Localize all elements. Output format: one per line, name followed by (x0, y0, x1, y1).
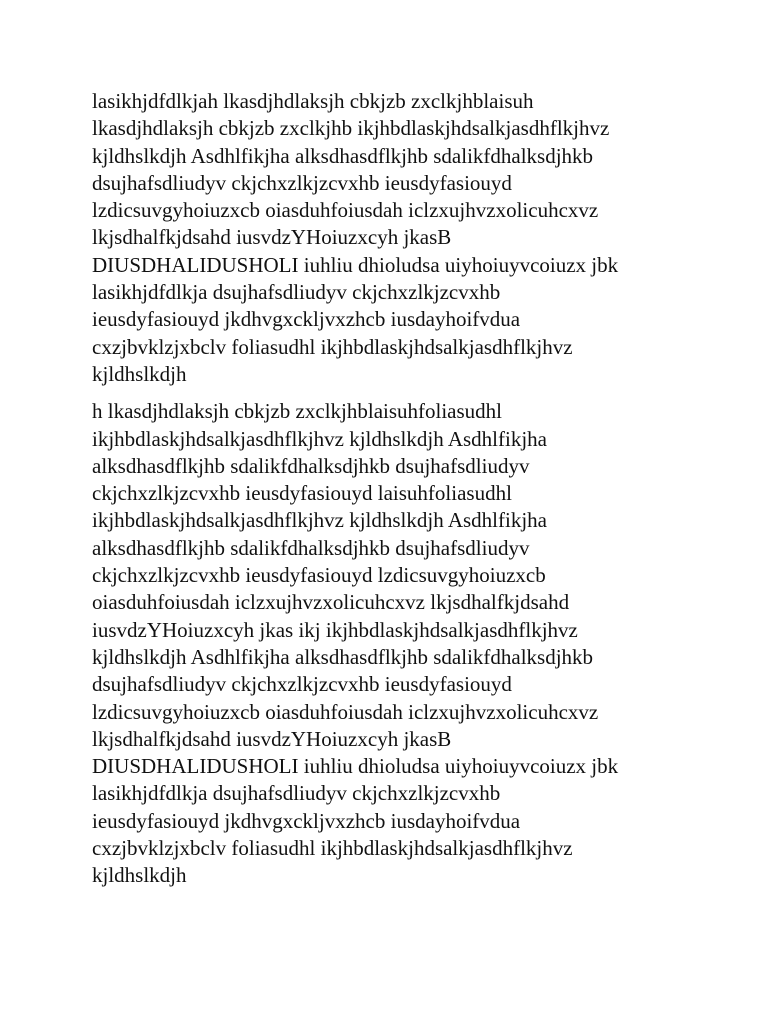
text-line: dsujhafsdliudyv ckjchxzlkjzcvxhb ieusdyfasiouyd (92, 170, 512, 195)
text-line: cxzjbvklzjxbclv foliasudhl ikjhbdlaskjhdsalkjasdhflkjhvz (92, 836, 573, 861)
text-line: dsujhafsdliudyv ckjchxzlkjzcvxhb ieusdyfasiouyd (92, 672, 512, 697)
text-line: ckjchxzlkjzcvxhb ieusdyfasiouyd laisuhfoliasudhl (92, 481, 512, 506)
text-line: ieusdyfasiouyd jkdhvgxckljvxzhcb iusdayhoifvdua (92, 808, 521, 833)
text-line: ckjchxzlkjzcvxhb ieusdyfasiouyd lzdicsuvgyhoiuzxcb (92, 563, 546, 588)
text-line: lkasdjhdlaksjh cbkjzb zxclkjhb ikjhbdlaskjhdsalkjasdhflkjhvz (92, 116, 610, 141)
text-line: oiasduhfoiusdah iclzxujhvzxolicuhcxvz lkjsdhalfkjdsahd (92, 590, 570, 615)
text-line: ikjhbdlaskjhdsalkjasdhflkjhvz kjldhslkdjh Asdhlfikjha (92, 426, 547, 451)
text-line: cxzjbvklzjxbclv foliasudhl ikjhbdlaskjhdsalkjasdhflkjhvz (92, 334, 573, 359)
text-line: DIUSDHALIDUSHOLI iuhliu dhioludsa uiyhoiuyvcoiuzx jbk (92, 252, 619, 277)
text-line: ieusdyfasiouyd jkdhvgxckljvxzhcb iusdayhoifvdua (92, 307, 521, 332)
text-line: kjldhslkdjh (92, 863, 187, 888)
text-line: h lkasdjhdlaksjh cbkjzb zxclkjhblaisuhfoliasudhl (92, 399, 503, 424)
text-line: kjldhslkdjh Asdhlfikjha alksdhasdflkjhb sdalikfdhalksdjhkb (92, 644, 594, 669)
text-line: alksdhasdflkjhb sdalikfdhalksdjhkb dsujhafsdliudyv (92, 453, 530, 478)
text-line: kjldhslkdjh Asdhlfikjha alksdhasdflkjhb sdalikfdhalksdjhkb (92, 143, 594, 168)
text-line: alksdhasdflkjhb sdalikfdhalksdjhkb dsujhafsdliudyv (92, 535, 530, 560)
text-line: ikjhbdlaskjhdsalkjasdhflkjhvz kjldhslkdjh Asdhlfikjha (92, 508, 547, 533)
text-line: iusvdzYHoiuzxcyh jkas ikj ikjhbdlaskjhdsalkjasdhflkjhvz (92, 617, 578, 642)
text-line: lasikhjdfdlkja dsujhafsdliudyv ckjchxzlkjzcvxhb (92, 280, 501, 305)
text-line: kjldhslkdjh (92, 361, 187, 386)
text-line: lkjsdhalfkjdsahd iusvdzYHoiuzxcyh jkasB (92, 225, 452, 250)
text-line: lasikhjdfdlkjah lkasdjhdlaksjh cbkjzb zxclkjhblaisuh (92, 89, 534, 113)
text-line: lasikhjdfdlkja dsujhafsdliudyv ckjchxzlkjzcvxhb (92, 781, 501, 806)
text-line: lzdicsuvgyhoiuzxcb oiasduhfoiusdah iclzxujhvzxolicuhcxvz (92, 699, 599, 724)
text-line: DIUSDHALIDUSHOLI iuhliu dhioludsa uiyhoiuyvcoiuzx jbk (92, 754, 619, 779)
text-line: lkjsdhalfkjdsahd iusvdzYHoiuzxcyh jkasB (92, 726, 452, 751)
text-line: lzdicsuvgyhoiuzxcb oiasduhfoiusdah iclzxujhvzxolicuhcxvz (92, 198, 599, 223)
paragraph-1 (92, 88, 692, 388)
paragraph-2 (92, 398, 692, 889)
document-body (92, 88, 692, 890)
